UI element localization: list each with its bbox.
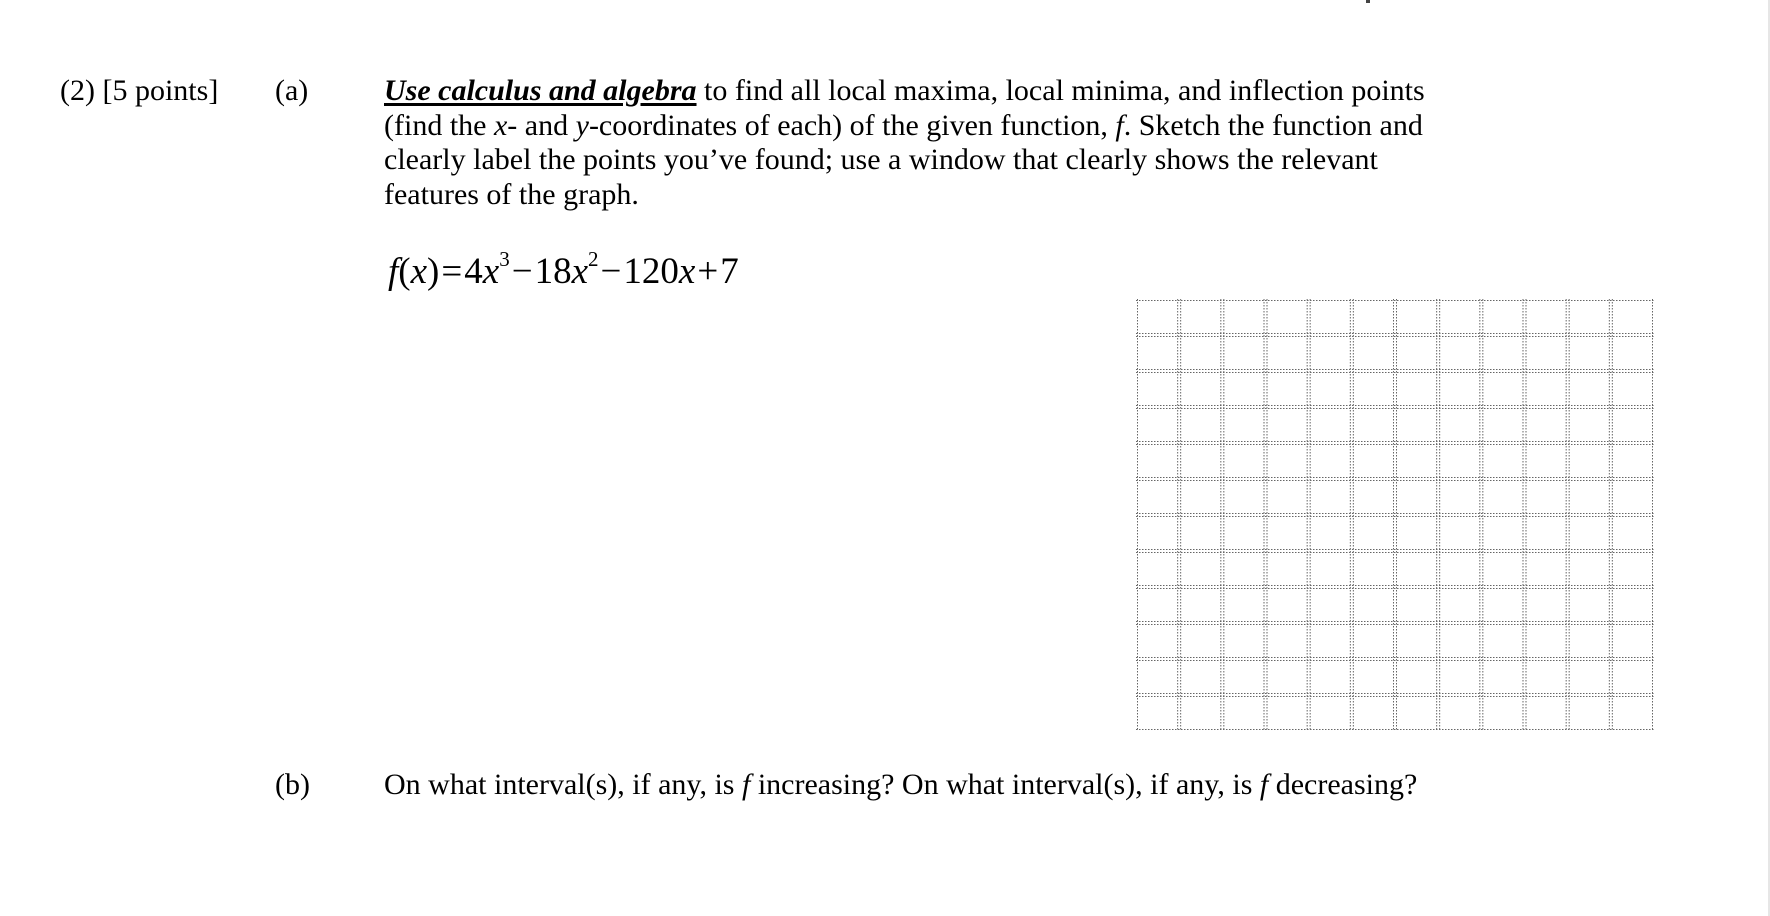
formula-operator: +: [697, 251, 719, 292]
part-b-question: [384, 768, 1417, 802]
function-formula: [388, 247, 739, 294]
formula-coefficient: 120: [623, 251, 679, 292]
instruction-text: to find all local maxima, local minima, and inflection points (find the: [384, 74, 1425, 142]
instruction-text: . Sketch the function and clearly label the points you’ve found; use a window that clearly shows the relevant features of the graph.: [384, 108, 1423, 211]
variable-x: x: [493, 108, 508, 142]
instruction-text: - and: [507, 108, 576, 142]
formula-operator: −: [511, 251, 533, 292]
formula-exponent: 3: [499, 247, 510, 271]
top-mark: [1366, 0, 1370, 3]
formula-equals: =: [441, 251, 463, 292]
formula-rparen: ): [427, 251, 440, 292]
formula-variable: x: [482, 251, 500, 292]
formula-function-name: f: [388, 251, 399, 292]
formula-constant: 7: [720, 251, 739, 292]
variable-f: f: [1259, 768, 1269, 801]
formula-coefficient: 4: [464, 251, 483, 292]
question-text: decreasing?: [1268, 768, 1418, 801]
part-b-label: (b): [275, 768, 310, 801]
formula-variable: x: [678, 251, 696, 292]
graph-grid: [1135, 298, 1655, 732]
part-a-label: (a): [275, 74, 309, 107]
variable-f: f: [741, 768, 751, 801]
question-text: increasing? On what interval(s), if any, is: [750, 768, 1260, 801]
question-text: On what interval(s), if any, is: [384, 768, 742, 801]
formula-argument: x: [410, 251, 428, 292]
question-number: (2) [5 points]: [60, 74, 219, 107]
variable-f: f: [1115, 108, 1124, 142]
formula-coefficient: 18: [534, 251, 572, 292]
variable-y: y: [575, 108, 589, 142]
instruction-text: -coordinates of each) of the given function,: [588, 108, 1116, 142]
emphasis-text: Use calculus and algebra: [384, 74, 697, 107]
formula-exponent: 2: [588, 247, 599, 271]
formula-variable: x: [571, 251, 588, 292]
formula-operator: −: [600, 251, 622, 292]
formula-lparen: (: [398, 251, 411, 292]
part-a-instructions: [384, 74, 1459, 212]
